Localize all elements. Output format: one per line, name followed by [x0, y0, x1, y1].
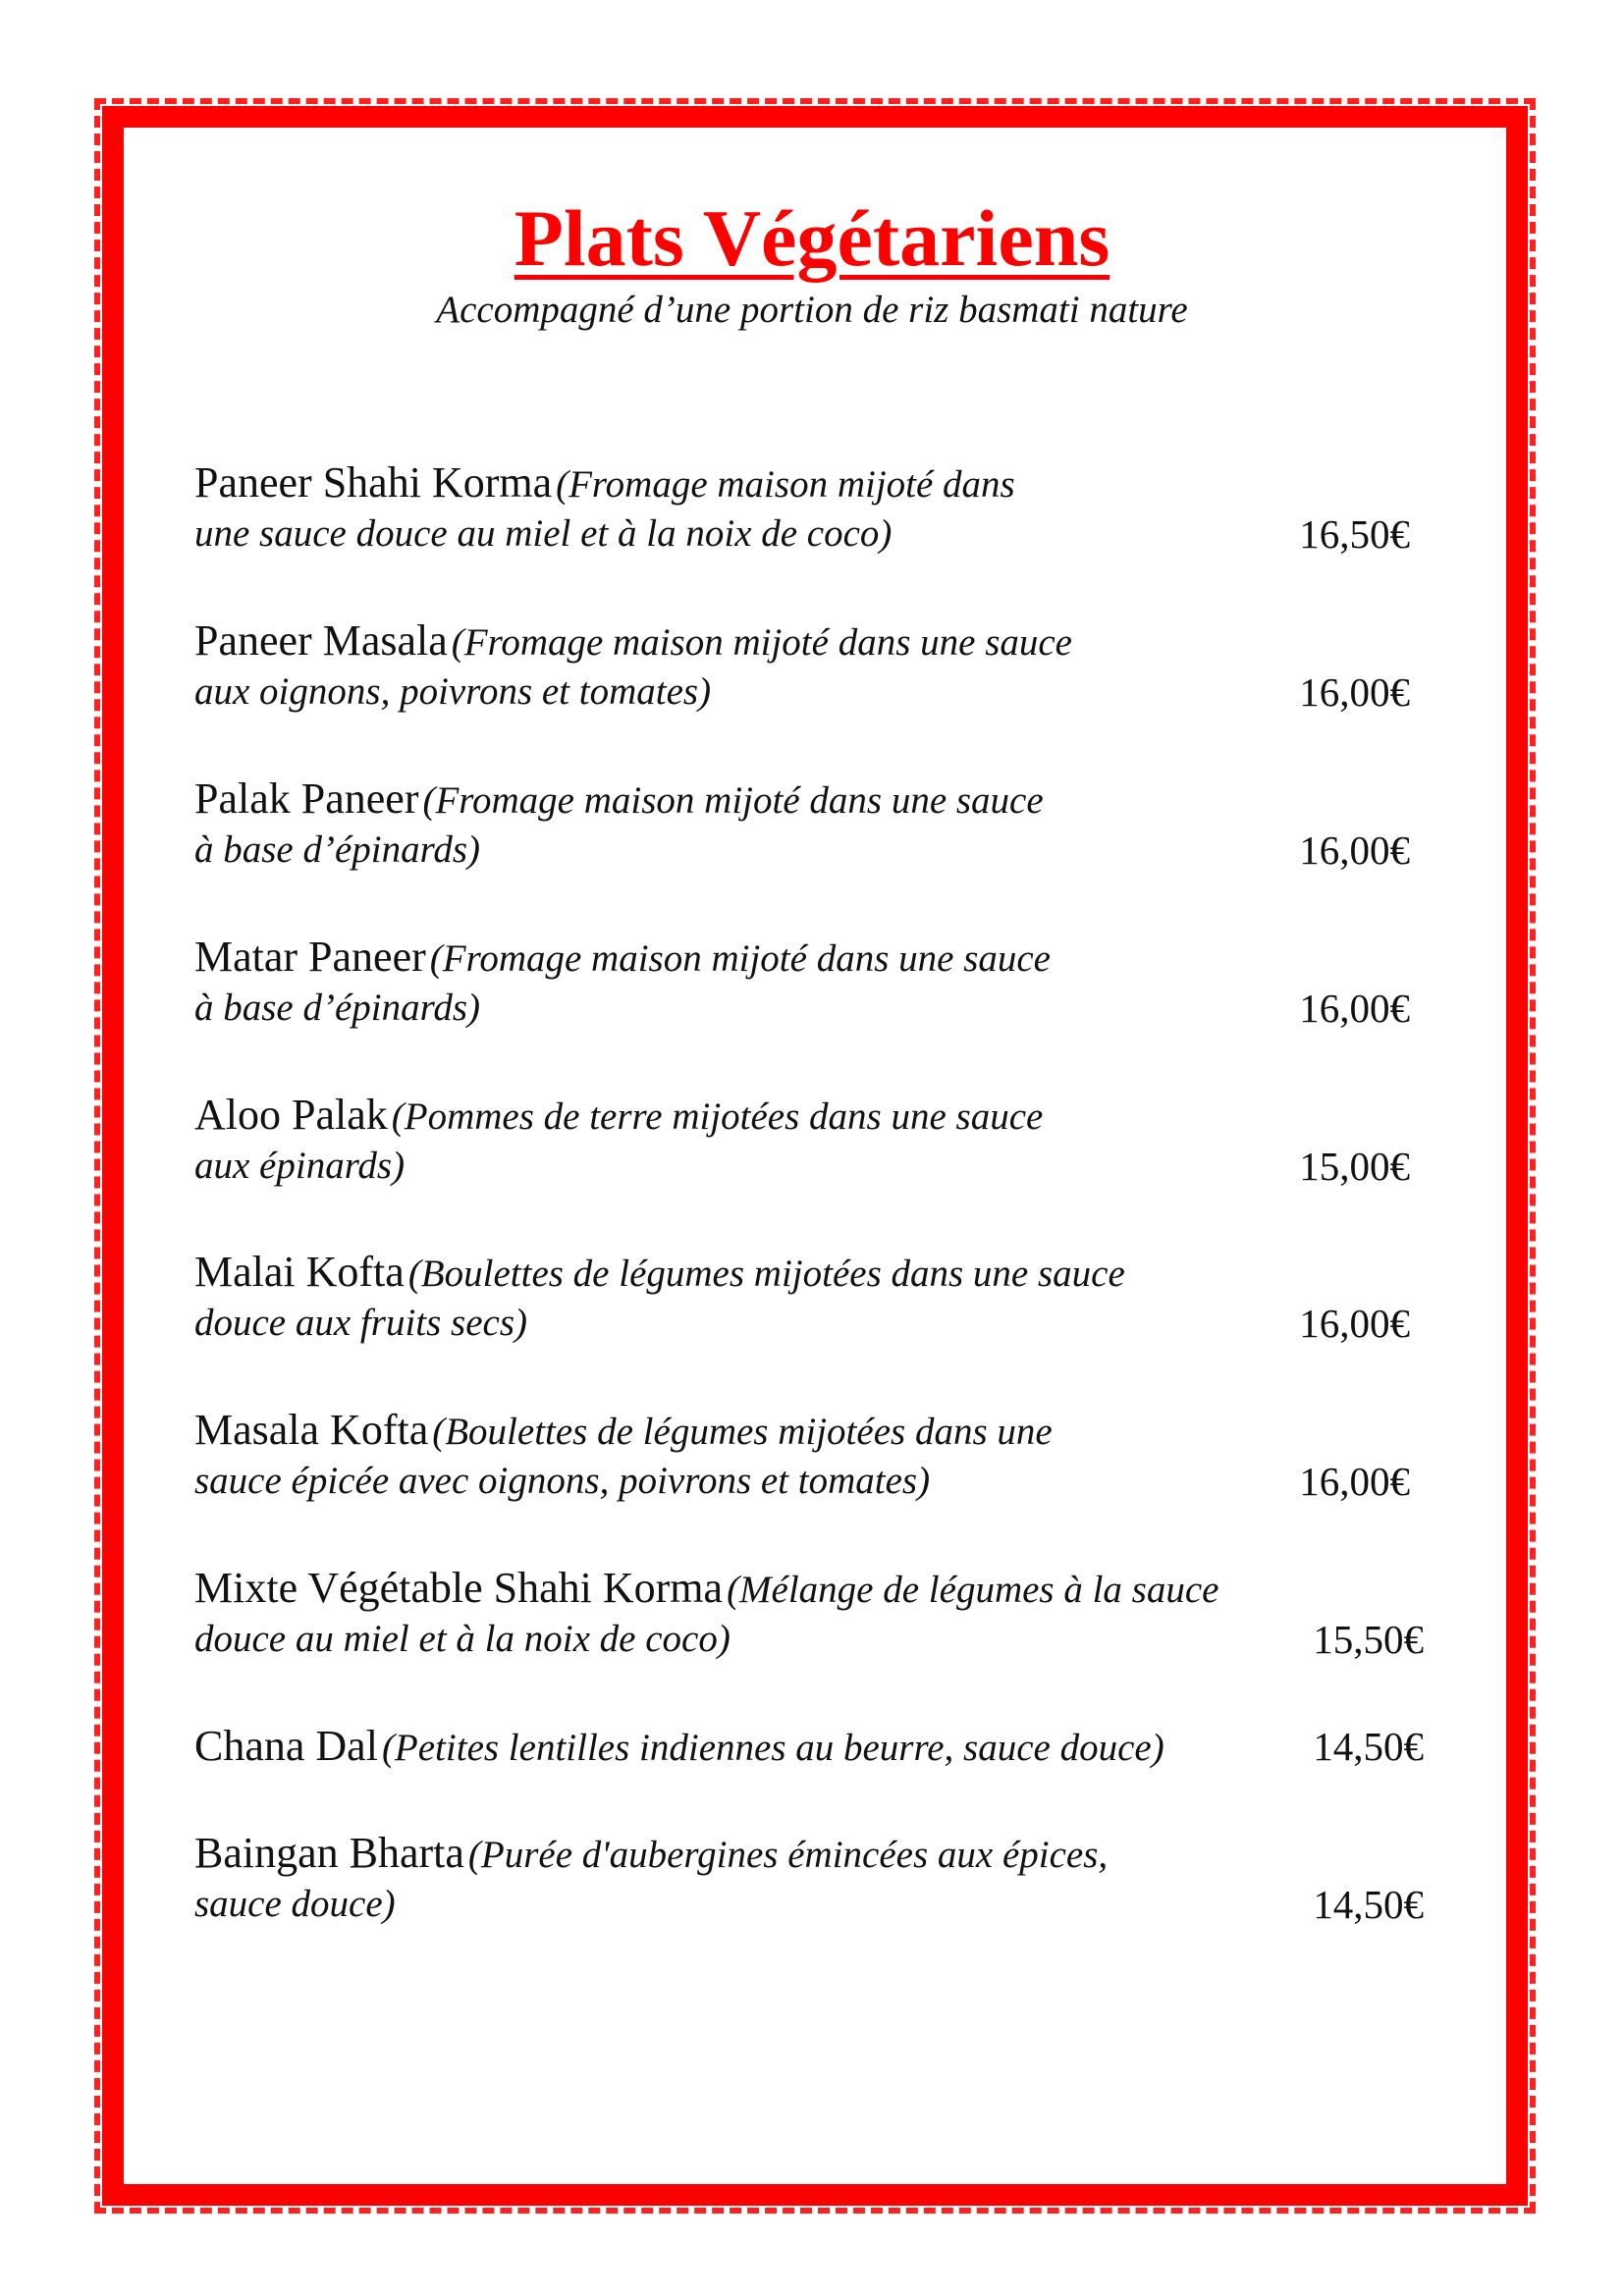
dish-item: [194, 1721, 1428, 1829]
dish-description: (Fromage maison mijoté dans une sauce: [451, 621, 1072, 664]
dish-item: [194, 1405, 1428, 1513]
dish-name: Matar Paneer: [194, 933, 426, 981]
dish-description-cont: sauce épicée avec oignons, poivrons et tomates): [194, 1460, 931, 1502]
dish-description: (Boulettes de légumes mijotées dans une sauce: [407, 1253, 1125, 1295]
menu-title: Plats Végétariens: [514, 193, 1110, 283]
dish-price: 16,00€: [1299, 828, 1410, 873]
dish-item: [194, 932, 1428, 1040]
dish-item: [194, 1828, 1428, 1936]
dish-description-cont: douce au miel et à la noix de coco): [194, 1618, 731, 1660]
dish-name: Baingan Bharta: [194, 1829, 464, 1877]
dish-item: [194, 1090, 1428, 1198]
dish-price: 16,00€: [1299, 1301, 1410, 1346]
dish-description-cont: douce aux fruits secs): [194, 1302, 528, 1344]
dish-item: [194, 1563, 1428, 1671]
dish-description: (Pommes de terre mijotées dans une sauce: [391, 1095, 1044, 1138]
dish-description: (Mélange de légumes à la sauce: [727, 1569, 1219, 1611]
dish-price: 14,50€: [1313, 1724, 1424, 1769]
dish-price: 15,50€: [1313, 1617, 1424, 1662]
dish-price: 14,50€: [1313, 1882, 1424, 1927]
dish-name: Paneer Shahi Korma: [194, 458, 553, 507]
dish-name: Chana Dal: [194, 1722, 378, 1770]
dish-price: 16,50€: [1299, 511, 1410, 557]
dish-description: (Purée d'aubergines émincées aux épices,: [467, 1834, 1109, 1876]
dish-name: Masala Kofta: [194, 1406, 429, 1454]
dish-description: (Fromage maison mijoté dans: [556, 463, 1015, 506]
dish-name: Aloo Palak: [194, 1091, 388, 1139]
dish-description: (Fromage maison mijoté dans une sauce: [429, 937, 1051, 980]
dish-description-cont: une sauce douce au miel et à la noix de coco): [194, 512, 893, 555]
dish-description-cont: aux épinards): [194, 1145, 406, 1187]
dish-item: [194, 1247, 1428, 1355]
dish-description-cont: sauce douce): [194, 1883, 396, 1925]
dish-description: (Fromage maison mijoté dans une sauce: [422, 779, 1044, 822]
dish-price: 16,00€: [1299, 1459, 1410, 1504]
dish-name: Palak Paneer: [194, 774, 419, 823]
dish-name: Paneer Masala: [194, 616, 448, 665]
dish-item: [194, 457, 1428, 565]
dish-description: (Boulettes de légumes mijotées dans une: [432, 1411, 1053, 1453]
dish-price: 15,00€: [1299, 1144, 1410, 1189]
dish-description-cont: aux oignons, poivrons et tomates): [194, 670, 712, 713]
menu-subtitle: Accompagné d’une portion de riz basmati nature: [436, 289, 1188, 331]
dish-description-cont: à base d’épinards): [194, 828, 481, 871]
dish-price: 16,00€: [1299, 669, 1410, 715]
dish-name: Malai Kofta: [194, 1248, 405, 1296]
dish-description: (Petites lentilles indiennes au beurre, sauce douce): [381, 1727, 1164, 1769]
dish-item: [194, 615, 1428, 723]
dish-name: Mixte Végétable Shahi Korma: [194, 1564, 724, 1612]
dish-price: 16,00€: [1299, 986, 1410, 1031]
dish-item: [194, 774, 1428, 881]
dish-description-cont: à base d’épinards): [194, 987, 481, 1029]
